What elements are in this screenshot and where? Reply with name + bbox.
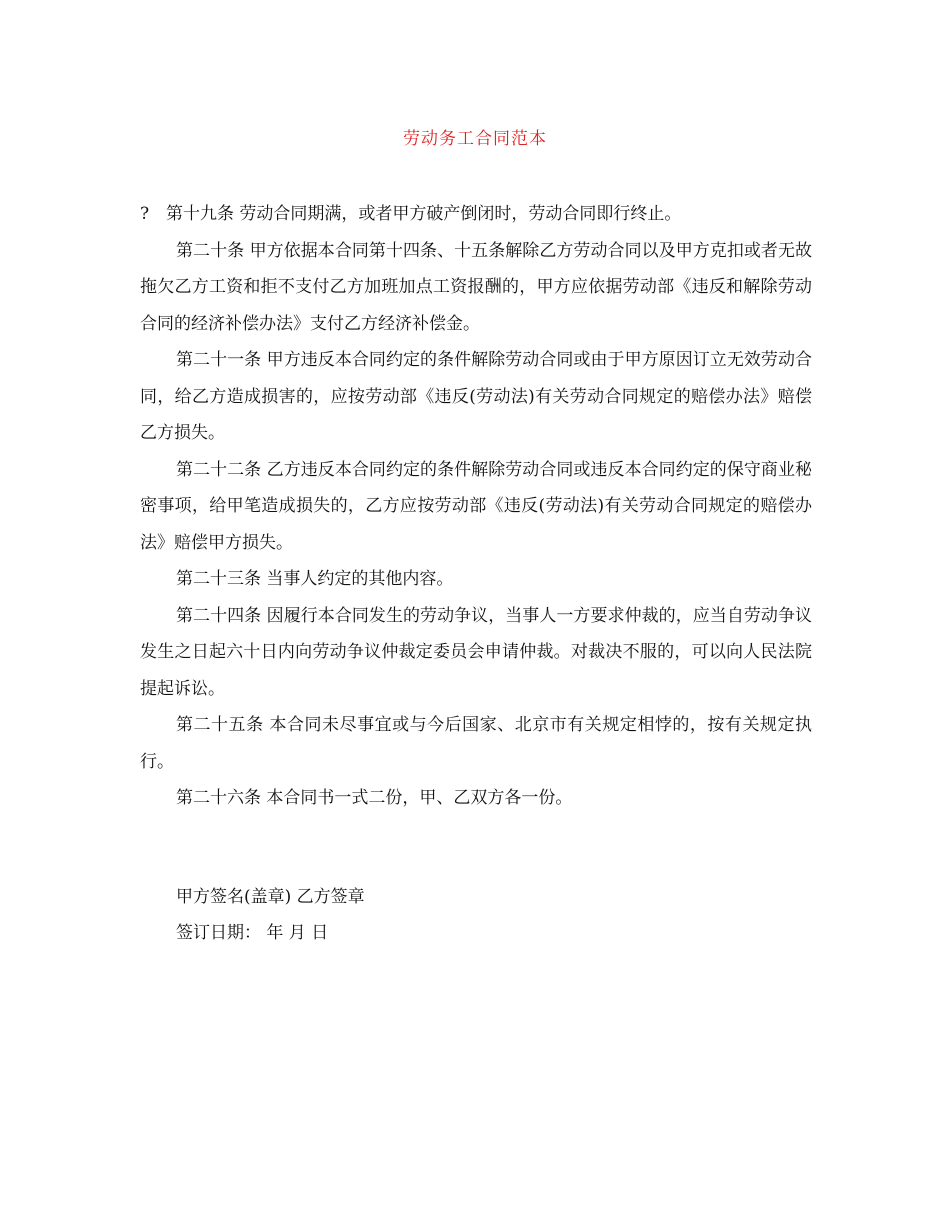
clause-22: 第二十二条 乙方违反本合同约定的条件解除劳动合同或违反本合同约定的保守商业秘密事项，给甲笔造成损失的，乙方应按劳动部《违反(劳动法)有关劳动合同规定的赔偿办法》赔偿甲方损失。 <box>140 459 812 553</box>
clause-19 <box>140 196 812 233</box>
signature-parties: 甲方签名(盖章) 乙方签章 <box>176 887 365 907</box>
signature-block <box>176 879 365 951</box>
contract-body <box>140 196 812 817</box>
clause-25: 第二十五条 本合同未尽事宜或与今后国家、北京市有关规定相悖的，按有关规定执行。 <box>140 715 812 772</box>
clause-19-text: 第十九条 劳动合同期满，或者甲方破产倒闭时，劳动合同即行终止。 <box>166 204 682 224</box>
clause-23: 第二十三条 当事人约定的其他内容。 <box>176 569 454 589</box>
clause-21: 第二十一条 甲方违反本合同约定的条件解除劳动合同或由于甲方原因订立无效劳动合同，给乙方造成损害的，应按劳动部《违反(劳动法)有关劳动合同规定的赔偿办法》赔偿乙方损失。 <box>140 350 812 443</box>
clause-20: 第二十条 甲方依据本合同第十四条、十五条解除乙方劳动合同以及甲方克扣或者无故拖欠乙方工资和拒不支付乙方加班加点工资报酬的，甲方应依据劳动部《违反和解除劳动合同的经济补偿办法》支付乙方经济补偿金。 <box>140 240 812 334</box>
document-title: 劳动务工合同范本 <box>403 129 547 149</box>
clause-24: 第二十四条 因履行本合同发生的劳动争议，当事人一方要求仲裁的，应当自劳动争议发生之日起六十日内向劳动争议仲裁定委员会申请仲裁。对裁决不服的，可以向人民法院提起诉讼。 <box>140 605 812 699</box>
lead-marker: ? <box>140 204 150 224</box>
signing-date: 签订日期： 年 月 日 <box>176 923 329 943</box>
clause-26: 第二十六条 本合同书一式二份，甲、乙双方各一份。 <box>176 788 573 808</box>
